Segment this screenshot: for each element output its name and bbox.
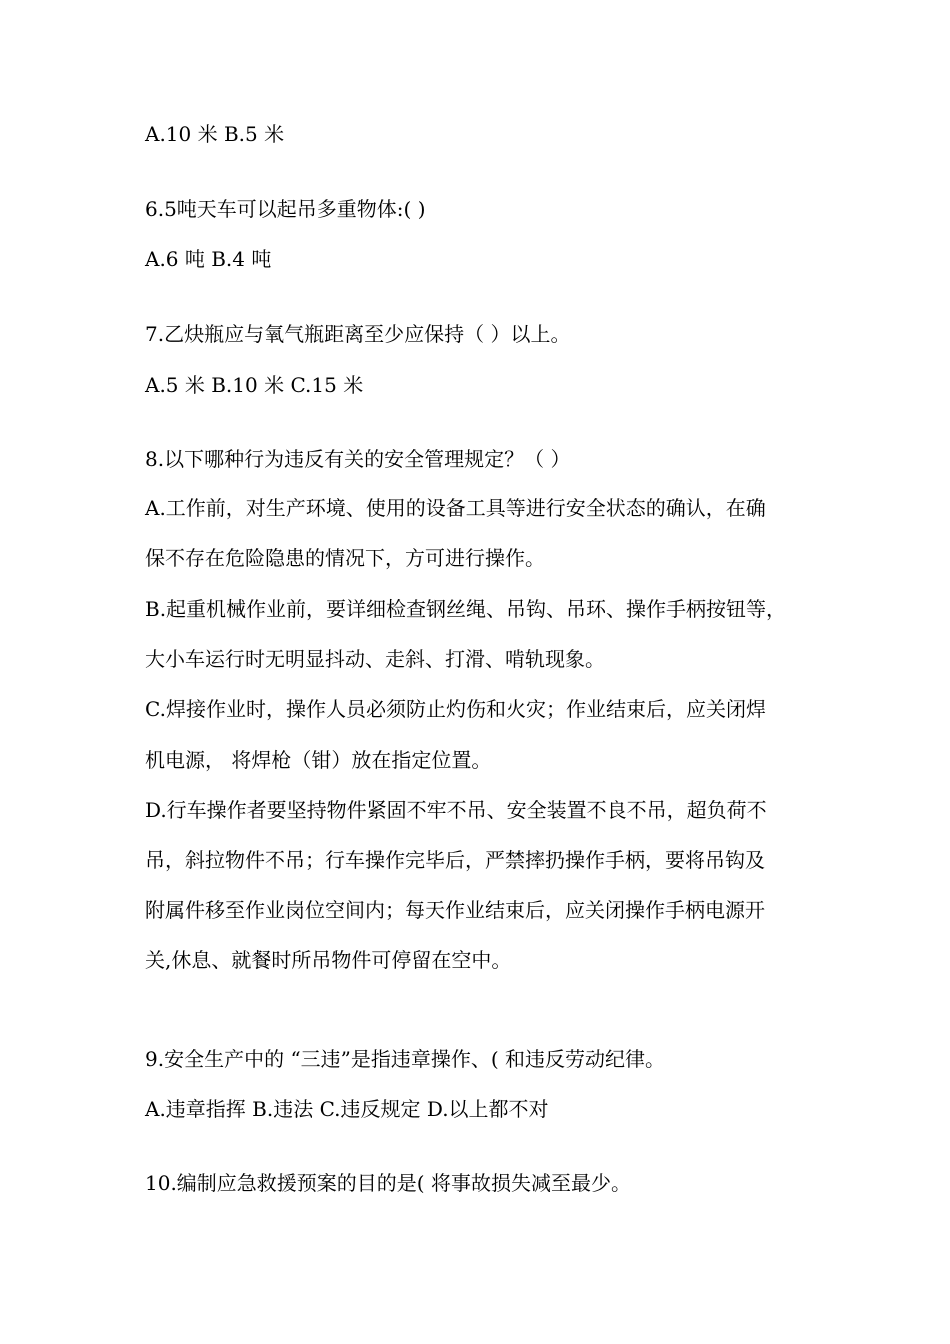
q8-option-b-line1: B.起重机械作业前，要详细检查钢丝绳、吊钩、吊环、操作手柄按钮等， xyxy=(145,597,787,621)
q8-option-d-line2: 吊，斜拉物件不吊；行车操作完毕后，严禁摔扔操作手柄，要将吊钩及 xyxy=(145,848,765,872)
q8-question: 8.以下哪种行为违反有关的安全管理规定？（ ） xyxy=(145,447,571,471)
q10-question: 10.编制应急救援预案的目的是( 将事故损失减至最少。 xyxy=(145,1171,631,1195)
q5-options: A.10 米 B.5 米 xyxy=(145,122,285,146)
q7-question: 7.乙炔瓶应与氧气瓶距离至少应保持（ ）以上。 xyxy=(145,322,571,346)
q7-options: A.5 米 B.10 米 C.15 米 xyxy=(145,373,364,397)
q8-option-a-line2: 保不存在危险隐患的情况下，方可进行操作。 xyxy=(145,546,545,570)
q9-options: A.违章指挥 B.违法 C.违反规定 D.以上都不对 xyxy=(145,1097,549,1121)
q8-option-b-line2: 大小车运行时无明显抖动、走斜、打滑、啃轨现象。 xyxy=(145,647,605,671)
q6-options: A.6 吨 B.4 吨 xyxy=(145,247,272,271)
q8-option-a-line1: A.工作前，对生产环境、使用的设备工具等进行安全状态的确认，在确 xyxy=(145,496,766,520)
q8-option-d-line3: 附属件移至作业岗位空间内；每天作业结束后，应关闭操作手柄电源开 xyxy=(145,898,765,922)
q8-option-d-line4: 关,休息、就餐时所吊物件可停留在空中。 xyxy=(145,948,512,972)
q8-option-c-line1: C.焊接作业时，操作人员必须防止灼伤和火灾；作业结束后，应关闭焊 xyxy=(145,697,766,721)
q8-option-c-line2: 机电源， 将焊枪（钳）放在指定位置。 xyxy=(145,748,492,772)
q8-option-d-line1: D.行车操作者要坚持物件紧固不牢不吊、安全装置不良不吊，超负荷不 xyxy=(145,798,767,822)
q9-question: 9.安全生产中的 “三违”是指违章操作、( 和违反劳动纪律。 xyxy=(145,1047,666,1071)
q6-question: 6.5吨天车可以起吊多重物体:( ) xyxy=(145,197,426,221)
